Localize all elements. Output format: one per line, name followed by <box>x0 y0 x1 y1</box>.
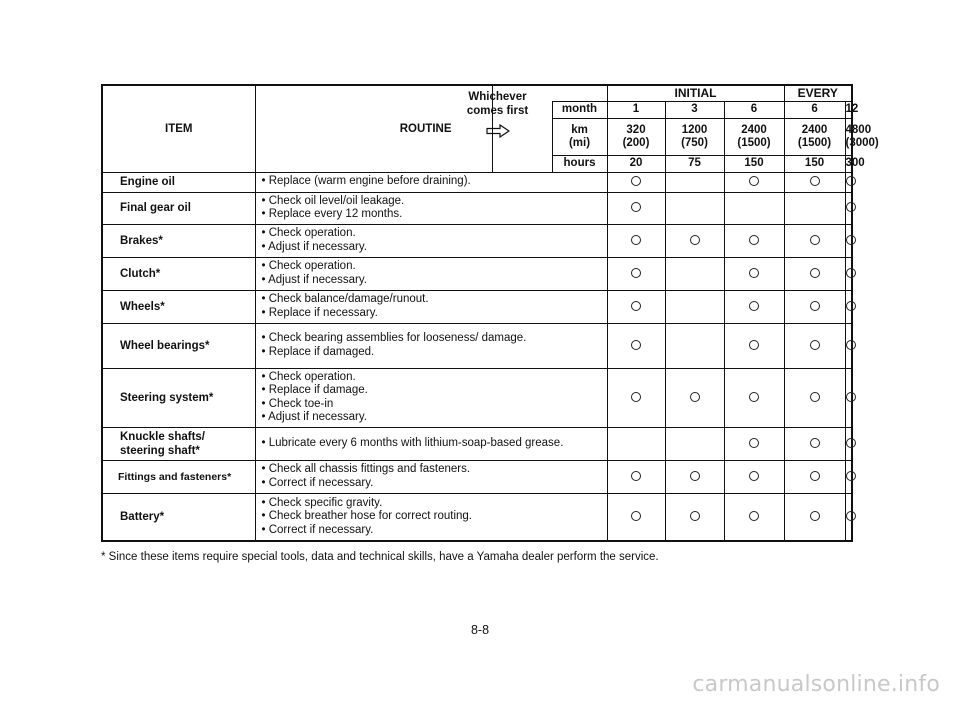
interval-cell <box>724 290 784 323</box>
circle-mark-icon <box>810 340 820 350</box>
routine-cell <box>255 257 607 290</box>
routine-cell <box>255 192 607 224</box>
interval-cell <box>607 323 665 368</box>
interval-cell <box>724 427 784 460</box>
km-value: 2400 <box>741 123 767 136</box>
item-name: Wheels* <box>120 300 165 313</box>
header-hours-value <box>784 155 845 172</box>
circle-mark-icon <box>631 235 641 245</box>
interval-cell <box>724 368 784 427</box>
interval-cell <box>607 427 665 460</box>
circle-mark-icon <box>749 511 759 521</box>
header-km-value <box>665 118 724 155</box>
interval-cell <box>665 257 724 290</box>
header-hours-value <box>665 155 724 172</box>
comes-first-label: comes first <box>466 104 529 117</box>
interval-cell <box>665 172 724 192</box>
interval-cell <box>784 172 845 192</box>
interval-cell <box>665 368 724 427</box>
interval-cell <box>724 323 784 368</box>
item-cell <box>102 257 255 290</box>
km-label: km <box>571 123 588 136</box>
item-cell <box>102 192 255 224</box>
maintenance-schedule <box>101 84 879 542</box>
circle-mark-icon <box>810 268 820 278</box>
interval-cell <box>607 172 665 192</box>
circle-mark-icon <box>631 176 641 186</box>
circle-mark-icon <box>631 511 641 521</box>
header-item: ITEM <box>102 85 255 172</box>
table-row <box>102 290 852 323</box>
interval-cell <box>665 224 724 257</box>
interval-cell <box>845 427 852 460</box>
circle-mark-icon <box>631 340 641 350</box>
item-name: Fittings and fasteners* <box>118 470 232 483</box>
interval-cell <box>784 192 845 224</box>
interval-cell <box>784 257 845 290</box>
item-name: steering shaft* <box>120 444 200 457</box>
interval-cell <box>665 427 724 460</box>
interval-cell <box>665 493 724 541</box>
interval-cell <box>607 290 665 323</box>
routine-cell <box>255 323 607 368</box>
watermark: carmanualsonline.info <box>692 672 940 697</box>
circle-mark-icon <box>846 176 856 186</box>
item-name: Engine oil <box>120 176 175 188</box>
header-month-value <box>607 101 665 118</box>
circle-mark-icon <box>631 392 641 402</box>
routine-cell <box>255 427 607 460</box>
mi-value: (1500) <box>797 136 832 149</box>
circle-mark-icon <box>810 392 820 402</box>
circle-mark-icon <box>810 438 820 448</box>
hours-value: 75 <box>688 157 701 169</box>
circle-mark-icon <box>846 301 856 311</box>
circle-mark-icon <box>749 235 759 245</box>
interval-cell <box>607 257 665 290</box>
circle-mark-icon <box>749 176 759 186</box>
item-name: Final gear oil <box>120 202 191 214</box>
routine-cell <box>255 172 607 192</box>
mi-label: (mi) <box>568 136 591 149</box>
routine-line: • Check balance/damage/runout. <box>261 293 429 305</box>
item-name: Knuckle shafts/ <box>120 430 205 443</box>
circle-mark-icon <box>846 471 856 481</box>
month-value: 12 <box>845 103 859 115</box>
header-km-label <box>552 118 607 155</box>
header-km-value <box>845 118 879 155</box>
interval-cell <box>665 192 724 224</box>
header-km-value <box>607 118 665 155</box>
routine-line: • Replace if damage. <box>261 384 368 396</box>
circle-mark-icon <box>631 471 641 481</box>
month-label: month <box>561 103 598 115</box>
table-row <box>102 257 852 290</box>
interval-cell <box>845 323 852 368</box>
circle-mark-icon <box>690 511 700 521</box>
routine-line: • Lubricate every 6 months with lithium-soap-based grease. <box>261 436 564 449</box>
interval-cell <box>607 192 665 224</box>
routine-line: • Check oil level/oil leakage. <box>261 194 405 207</box>
circle-mark-icon <box>810 176 820 186</box>
interval-cell <box>665 460 724 493</box>
item-name: Battery* <box>120 510 165 523</box>
header-hours-value <box>607 155 665 172</box>
header-km-value <box>784 118 845 155</box>
routine-cell <box>255 460 607 493</box>
table-row <box>102 368 852 427</box>
header-every: EVERY <box>784 85 852 101</box>
interval-cell <box>845 290 852 323</box>
circle-mark-icon <box>846 202 856 212</box>
interval-cell <box>845 368 852 427</box>
interval-cell <box>607 224 665 257</box>
routine-line: • Replace if necessary. <box>261 306 378 319</box>
routine-line: • Correct if necessary. <box>261 476 374 489</box>
interval-cell <box>724 224 784 257</box>
interval-cell <box>607 460 665 493</box>
month-value: 3 <box>691 103 698 115</box>
header-month-value <box>784 101 845 118</box>
interval-cell <box>845 257 852 290</box>
circle-mark-icon <box>749 438 759 448</box>
interval-cell <box>845 192 852 224</box>
routine-line: • Correct if necessary. <box>261 523 374 536</box>
mi-value: (200) <box>622 136 650 149</box>
month-value: 1 <box>632 103 640 115</box>
header-km-value <box>724 118 784 155</box>
routine-cell <box>255 368 607 427</box>
routine-line: • Check operation. <box>261 370 356 383</box>
circle-mark-icon <box>846 438 856 448</box>
page-number: 8-8 <box>470 623 490 637</box>
circle-mark-icon <box>631 301 641 311</box>
header-month-value <box>845 101 859 118</box>
table-row <box>102 427 852 460</box>
hours-value: 300 <box>845 157 865 169</box>
routine-line: • Adjust if necessary. <box>261 273 367 286</box>
interval-cell <box>607 493 665 541</box>
interval-cell <box>845 493 852 541</box>
routine-line: • Adjust if necessary. <box>261 240 367 253</box>
circle-mark-icon <box>810 301 820 311</box>
hours-value: 150 <box>744 157 764 169</box>
footnote: * Since these items require special tools, data and technical skills, have a Yamaha dealer perform the service. <box>101 551 659 563</box>
header-routine-label: ROUTINE <box>399 122 452 135</box>
header-month-value <box>724 101 784 118</box>
routine-line: • Replace every 12 months. <box>261 208 403 220</box>
item-cell <box>102 427 255 460</box>
item-cell <box>102 224 255 257</box>
km-value: 1200 <box>681 123 708 136</box>
interval-cell <box>784 290 845 323</box>
mi-value: (1500) <box>737 136 771 149</box>
routine-line: • Check breather hose for correct routing. <box>261 510 472 522</box>
interval-cell <box>665 290 724 323</box>
km-value: 2400 <box>801 123 828 136</box>
routine-line: • Check all chassis fittings and fasteners. <box>261 463 471 475</box>
routine-line: • Check specific gravity. <box>261 496 383 509</box>
item-cell <box>102 368 255 427</box>
item-name: Wheel bearings* <box>120 339 210 352</box>
table-row <box>102 493 852 541</box>
circle-mark-icon <box>846 392 856 402</box>
item-cell <box>102 460 255 493</box>
circle-mark-icon <box>631 268 641 278</box>
whichever-label: Whichever <box>468 90 527 103</box>
hours-value: 150 <box>804 157 825 169</box>
header-unit-blank <box>552 85 607 101</box>
routine-line: • Check bearing assemblies for looseness/ damage. <box>261 332 527 344</box>
routine-line: • Check operation. <box>261 227 356 239</box>
routine-line: • Adjust if necessary. <box>261 411 367 423</box>
circle-mark-icon <box>846 235 856 245</box>
circle-mark-icon <box>690 471 700 481</box>
routine-line: • Replace if damaged. <box>261 345 375 358</box>
header-hours-label <box>552 155 607 172</box>
circle-mark-icon <box>749 392 759 402</box>
interval-cell <box>724 257 784 290</box>
month-value: 6 <box>750 103 758 115</box>
routine-cell <box>255 290 607 323</box>
hours-value: 20 <box>629 157 643 169</box>
item-cell <box>102 290 255 323</box>
interval-cell <box>784 493 845 541</box>
interval-cell <box>724 192 784 224</box>
header-month-label <box>552 101 607 118</box>
circle-mark-icon <box>846 268 856 278</box>
interval-cell <box>665 323 724 368</box>
interval-cell <box>724 460 784 493</box>
interval-cell <box>784 368 845 427</box>
routine-cell <box>255 493 607 541</box>
header-hours-value <box>724 155 784 172</box>
interval-cell <box>845 460 852 493</box>
mi-value: (3000) <box>845 136 879 149</box>
item-cell <box>102 493 255 541</box>
hours-label: hours <box>563 157 596 169</box>
km-value: 320 <box>626 123 646 136</box>
table-row <box>102 460 852 493</box>
header-whichever <box>466 85 552 172</box>
interval-cell <box>607 368 665 427</box>
month-value: 6 <box>811 103 818 115</box>
item-name: Brakes* <box>120 234 163 247</box>
circle-mark-icon <box>690 235 700 245</box>
circle-mark-icon <box>810 471 820 481</box>
item-name: Clutch* <box>120 267 161 280</box>
circle-mark-icon <box>846 340 856 350</box>
circle-mark-icon <box>690 392 700 402</box>
header-month-value <box>665 101 724 118</box>
outline-right-arrow-icon <box>486 124 510 138</box>
circle-mark-icon <box>749 268 759 278</box>
table-row <box>102 323 852 368</box>
km-value: 4800 <box>845 123 872 136</box>
routine-cell <box>255 224 607 257</box>
circle-mark-icon <box>749 471 759 481</box>
interval-cell <box>845 224 852 257</box>
item-name: Steering system* <box>120 391 214 404</box>
item-cell <box>102 323 255 368</box>
interval-cell <box>784 460 845 493</box>
interval-cell <box>784 224 845 257</box>
circle-mark-icon <box>810 511 820 521</box>
maintenance-table <box>101 84 879 542</box>
routine-line: • Replace (warm engine before draining). <box>261 175 471 188</box>
interval-cell <box>784 323 845 368</box>
mi-value: (750) <box>681 136 708 149</box>
interval-cell <box>724 172 784 192</box>
header-hours-value <box>845 155 865 172</box>
circle-mark-icon <box>846 511 856 521</box>
table-row <box>102 172 852 192</box>
circle-mark-icon <box>749 340 759 350</box>
interval-cell <box>845 172 852 192</box>
circle-mark-icon <box>810 235 820 245</box>
circle-mark-icon <box>631 202 641 212</box>
interval-cell <box>784 427 845 460</box>
routine-line: • Check operation. <box>261 260 356 272</box>
table-row <box>102 224 852 257</box>
interval-cell <box>724 493 784 541</box>
header-initial: INITIAL <box>607 85 784 101</box>
routine-line: • Check toe-in <box>261 397 334 410</box>
item-cell <box>102 172 255 192</box>
table-row <box>102 192 852 224</box>
circle-mark-icon <box>749 301 759 311</box>
